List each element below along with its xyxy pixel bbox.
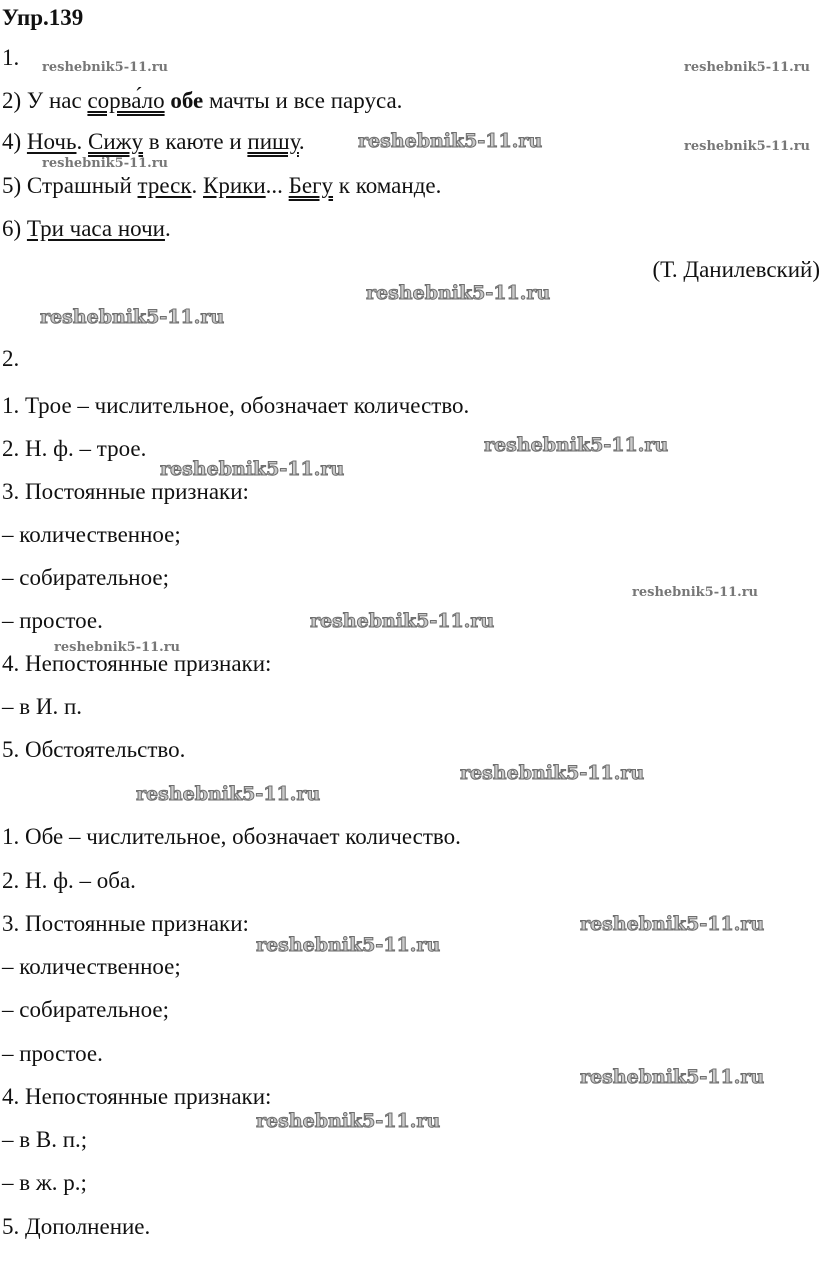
watermark: reshebnik5-11.ru: [580, 913, 765, 935]
watermark: reshebnik5-11.ru: [40, 306, 225, 328]
obe-line: 2. Н. ф. – оба.: [2, 868, 136, 893]
obe-line: – простое.: [2, 1041, 103, 1066]
watermark: reshebnik5-11.ru: [42, 156, 169, 171]
predicate-begu: Бегу: [288, 173, 334, 198]
watermark: reshebnik5-11.ru: [684, 60, 811, 75]
obe-line: – количественное;: [2, 954, 181, 979]
watermark: reshebnik5-11.ru: [484, 434, 669, 456]
watermark: reshebnik5-11.ru: [310, 610, 495, 632]
word-obe: обе: [170, 88, 204, 113]
troe-line: – простое.: [2, 608, 103, 633]
obe-line: – в ж. р.;: [2, 1170, 87, 1195]
troe-line: – собирательное;: [2, 565, 169, 590]
predicate-sorvalo: сорва́ло: [87, 88, 165, 113]
sentence-2: 2) У нас сорва́ло обе мачты и все паруса.: [2, 88, 403, 113]
part1-marker: 1.: [2, 45, 20, 70]
exercise-title: Упр.139: [2, 5, 84, 30]
obe-line: 3. Постоянные признаки:: [2, 911, 249, 936]
watermark: reshebnik5-11.ru: [366, 282, 551, 304]
obe-line: 5. Дополнение.: [2, 1214, 151, 1239]
sentence-6: 6) Три часа ночи.: [2, 216, 171, 241]
obe-line: – собирательное;: [2, 997, 169, 1022]
watermark: reshebnik5-11.ru: [358, 130, 543, 152]
subject-kriki: Крики: [203, 173, 266, 198]
sentence-4: 4) Ночь. Сижу в каюте и пишу.: [2, 129, 305, 154]
troe-line: 4. Непостоянные признаки:: [2, 651, 272, 676]
troe-line: 1. Трое – числительное, обозначает количество.: [2, 393, 470, 418]
watermark: reshebnik5-11.ru: [256, 934, 441, 956]
obe-line: 1. Обе – числительное, обозначает количество.: [2, 824, 461, 849]
troe-line: 5. Обстоятельство.: [2, 737, 186, 762]
sentence-5: 5) Страшный треск. Крики... Бегу к команде.: [2, 173, 442, 198]
obe-line: – в В. п.;: [2, 1127, 88, 1152]
troe-line: – количественное;: [2, 522, 181, 547]
troe-line: – в И. п.: [2, 694, 83, 719]
watermark: reshebnik5-11.ru: [256, 1110, 441, 1132]
watermark: reshebnik5-11.ru: [42, 60, 169, 75]
part2-marker: 2.: [2, 346, 20, 371]
obe-line: 4. Непостоянные признаки:: [2, 1084, 272, 1109]
predicate-sizhu: Сижу: [88, 129, 144, 154]
watermark: reshebnik5-11.ru: [136, 783, 321, 805]
author-attribution: (Т. Данилевский): [652, 257, 820, 282]
subject-tri-chasa-nochi: Три часа ночи: [26, 216, 165, 241]
subject-noch: Ночь: [26, 129, 77, 154]
troe-line: 2. Н. ф. – трое.: [2, 436, 147, 461]
watermark: reshebnik5-11.ru: [684, 139, 811, 154]
watermark: reshebnik5-11.ru: [580, 1066, 765, 1088]
subject-tresk: треск: [137, 173, 192, 198]
watermark: reshebnik5-11.ru: [460, 762, 645, 784]
watermark: reshebnik5-11.ru: [160, 458, 345, 480]
watermark: reshebnik5-11.ru: [632, 585, 759, 600]
troe-line: 3. Постоянные признаки:: [2, 479, 249, 504]
watermark: reshebnik5-11.ru: [54, 640, 181, 655]
predicate-pishu: пишу: [247, 129, 299, 154]
